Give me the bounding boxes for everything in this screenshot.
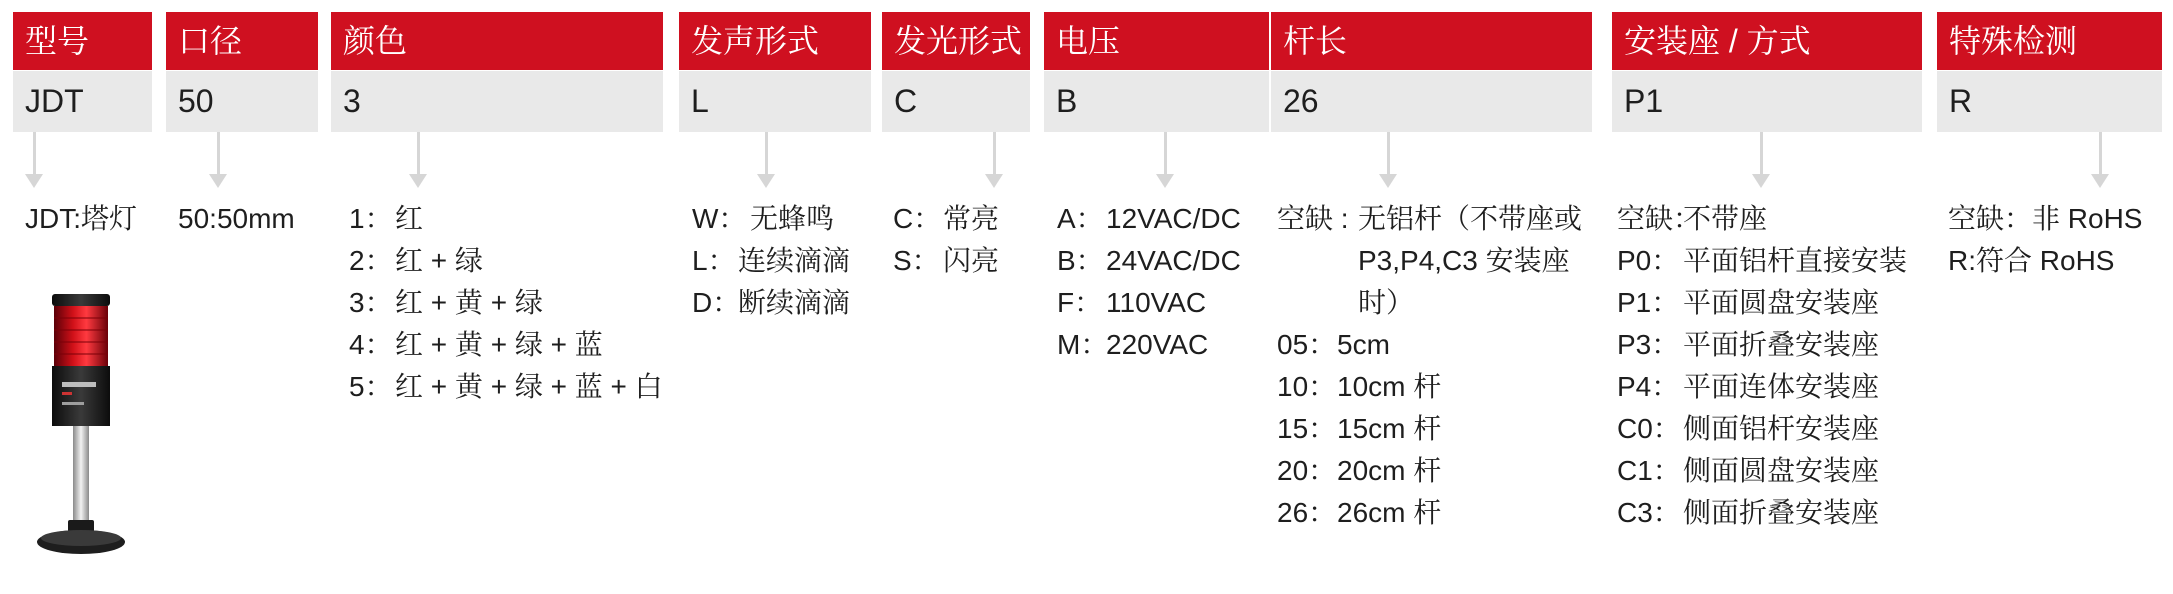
list-item: L： 连续滴滴 xyxy=(692,245,851,276)
header-sound: 发声形式 xyxy=(679,12,871,70)
arrow-icon xyxy=(1937,132,2162,196)
value-sound: L xyxy=(679,71,871,132)
header-model: 型号 xyxy=(13,12,152,70)
list-item: 空缺： 不带座 xyxy=(1617,203,1768,234)
list-item: C3： 侧面折叠安装座 xyxy=(1617,497,1880,528)
options-light xyxy=(893,198,999,282)
header-voltage: 电压 xyxy=(1044,12,1269,70)
value-pole-length: 26 xyxy=(1271,71,1592,132)
list-item: F： 110VAC xyxy=(1057,287,1207,318)
list-item: S： 闪亮 xyxy=(893,245,1000,276)
column-mounting xyxy=(1612,12,1922,196)
arrow-icon xyxy=(331,132,663,196)
arrow-icon xyxy=(1612,132,1922,196)
lamp-label xyxy=(62,382,96,387)
list-item: P3： 平面折叠安装座 xyxy=(1617,329,1880,360)
list-item: W： 无蜂鸣 xyxy=(692,203,835,234)
list-item: C0： 侧面铝杆安装座 xyxy=(1617,413,1880,444)
lamp-body xyxy=(52,366,110,426)
list-item: C1： 侧面圆盘安装座 xyxy=(1617,455,1880,486)
list-item: A： 12VAC/DC xyxy=(1057,203,1241,234)
list-item: 5： 红 + 黄 + 绿 + 蓝 + 白 xyxy=(349,371,663,402)
list-item: P0： 平面铝杆直接安装 xyxy=(1617,245,1908,276)
list-item: 时） xyxy=(1358,287,1415,318)
list-item: 4： 红 + 黄 + 绿 + 蓝 xyxy=(349,329,603,360)
list-item: C： 常亮 xyxy=(893,203,1000,234)
list-item: M： 220VAC xyxy=(1057,329,1209,360)
options-model xyxy=(25,198,137,240)
lamp-red-lens xyxy=(54,306,108,366)
list-item: JDT: 塔灯 xyxy=(25,203,138,234)
list-item: 空缺 : 无铝杆（不带座或 xyxy=(1277,203,1583,234)
value-voltage: B xyxy=(1044,71,1269,132)
list-item: 2： 红 + 绿 xyxy=(349,245,483,276)
value-color: 3 xyxy=(331,71,663,132)
options-sound xyxy=(692,198,850,324)
list-item: 10： 10cm 杆 xyxy=(1277,371,1442,402)
column-color xyxy=(331,12,663,196)
list-item: B： 24VAC/DC xyxy=(1057,245,1241,276)
list-item: P3,P4,C3 安装座 xyxy=(1358,245,1570,276)
options-mounting xyxy=(1617,198,1907,534)
arrow-icon xyxy=(679,132,871,196)
options-diameter xyxy=(178,198,295,240)
list-item: D： 断续滴滴 xyxy=(692,287,851,318)
list-item: 3： 红 + 黄 + 绿 xyxy=(349,287,543,318)
list-item: 1： 红 xyxy=(349,203,424,234)
list-item: R: 符合 RoHS xyxy=(1948,245,2115,276)
list-item: 26： 26cm 杆 xyxy=(1277,497,1442,528)
list-item: P1： 平面圆盘安装座 xyxy=(1617,287,1880,318)
column-special-test xyxy=(1937,12,2162,196)
list-item: 05： 5cm xyxy=(1277,329,1390,360)
column-pole-length xyxy=(1271,12,1592,196)
lamp-pole xyxy=(73,426,89,530)
arrow-icon xyxy=(1271,132,1592,196)
column-voltage xyxy=(1044,12,1269,196)
lamp-cap xyxy=(52,294,110,306)
tower-light-image xyxy=(36,294,126,556)
value-diameter: 50 xyxy=(166,71,318,132)
arrow-icon xyxy=(882,132,1030,196)
arrow-icon xyxy=(166,132,318,196)
list-item: 空缺： 非 RoHS xyxy=(1948,203,2143,234)
column-sound xyxy=(679,12,871,196)
column-model xyxy=(13,12,152,196)
header-diameter: 口径 xyxy=(166,12,318,70)
value-mounting: P1 xyxy=(1612,71,1922,132)
header-color: 颜色 xyxy=(331,12,663,70)
list-item: 15： 15cm 杆 xyxy=(1277,413,1442,444)
header-special-test: 特殊检测 xyxy=(1937,12,2162,70)
list-item: P4： 平面连体安装座 xyxy=(1617,371,1880,402)
list-item: 50: 50mm xyxy=(178,203,295,234)
options-voltage xyxy=(1057,198,1241,366)
options-special-test xyxy=(1948,198,2143,282)
value-special-test: R xyxy=(1937,71,2162,132)
arrow-icon xyxy=(1044,132,1269,196)
arrow-icon xyxy=(13,132,152,196)
value-model: JDT xyxy=(13,71,152,132)
list-item: 20： 20cm 杆 xyxy=(1277,455,1442,486)
column-diameter xyxy=(166,12,318,196)
header-pole-length: 杆长 xyxy=(1271,12,1592,70)
header-mounting: 安装座 / 方式 xyxy=(1612,12,1922,70)
column-light xyxy=(882,12,1030,196)
header-light: 发光形式 xyxy=(882,12,1030,70)
options-pole-length xyxy=(1277,198,1582,534)
options-color xyxy=(349,198,663,408)
value-light: C xyxy=(882,71,1030,132)
